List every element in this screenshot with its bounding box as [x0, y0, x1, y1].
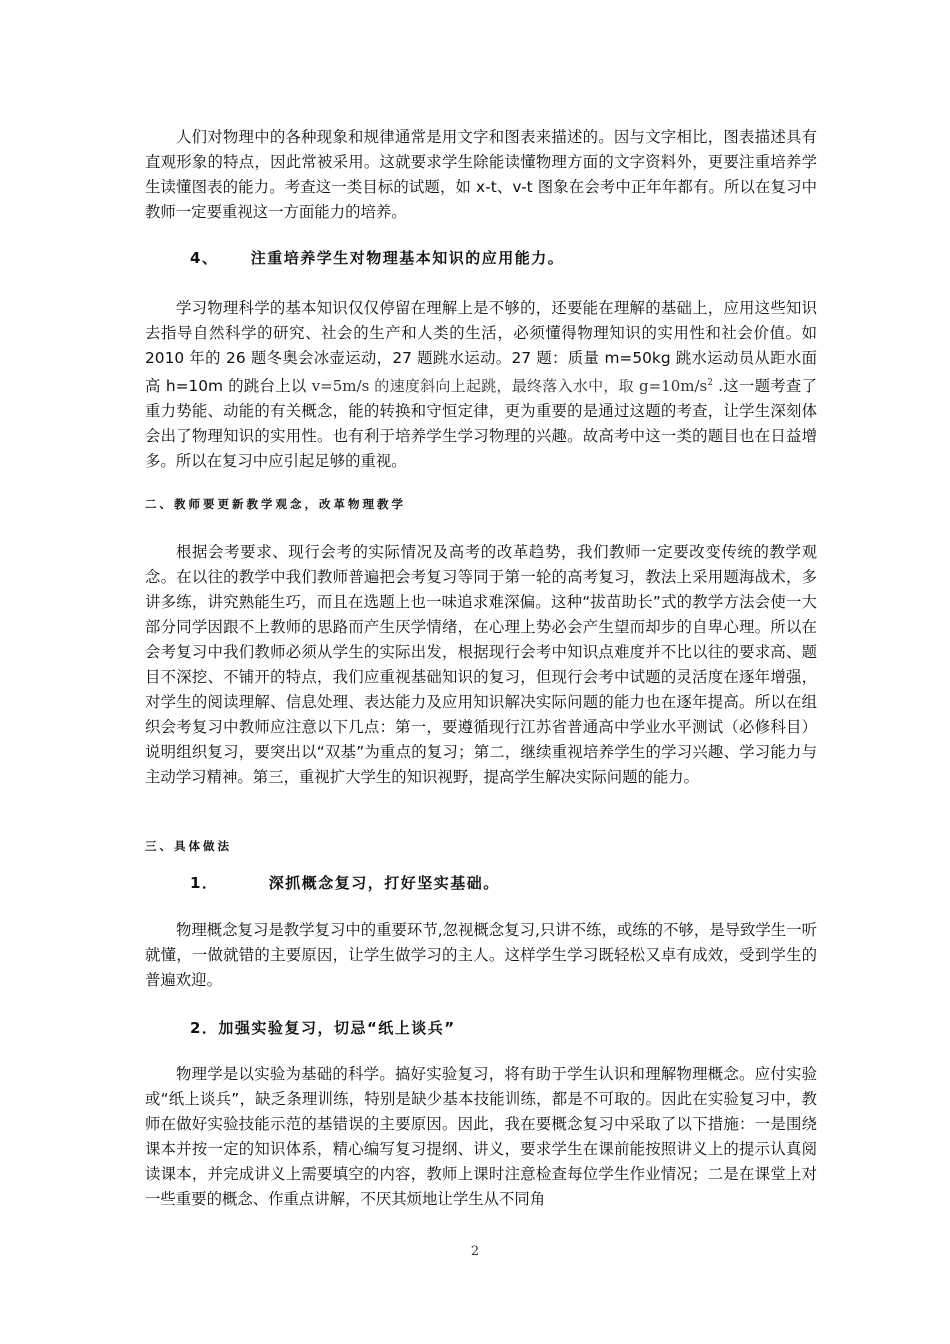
paragraph-text: .这一题考查了重力势能、动能的有关概念，能的转换和守恒定律，更为重要的是通过这题的考查，让学生深刻体会出了物理知识的实用性。也有利于培养学生学习物理的兴趣。故高考中这一类的题目也在日益增多。所以在复习中应引起足够的重视。 [145, 377, 817, 471]
paragraph-concept-review: 物理概念复习是教学复习中的重要环节,忽视概念复习,只讲不练，或练的不够，是导致学生一听就懂，一做就错的主要原因，让学生做学习的主人。这样学生学习既轻松又卓有成效，受到学生的普遍欢迎。 [145, 921, 817, 989]
subheading-item-1 [190, 872, 500, 893]
paragraph-teaching-concept: 根据会考要求、现行会考的实际情况及高考的改革趋势，我们教师一定要改变传统的教学观念。在以往的教学中我们教师普遍把会考复习等同于第一轮的高考复习，教法上采用题海战术，多讲多练，讲究熟能生巧，而且在选题上也一味追求难深偏。这种“拔苗助长”式的教学方法会使一大部分同学因跟不上教师的思路而产生厌学情绪，在心理上势必会产生望而却步的自卑心理。所以在会考复习中我们教师必须从学生的实际出发，根据现行会考中知识点难度并不比以往的要求高、题目不深挖、不铺开的特点，我们应重视基础知识的复习，但现行会考中试题的灵活度在逐年增强，对学生的阅读理解、信息处理、表达能力及应用知识解决实际问题的能力也在逐年提高。所以在组织会考复习中教师应注意以下几点：第一，要遵循现行江苏省普通高中学业水平测试（必修科目）说明组织复习，要突出以“双基”为重点的复习；第二，继续重视培养学生的学习兴趣、学习能力与主动学习精神。第三，重视扩大学生的知识视野，提高学生解决实际问题的能力。 [145, 543, 817, 786]
page-number: 2 [470, 1244, 480, 1259]
subheading-text: 注重培养学生对物理基本知识的应用能力。 [250, 249, 565, 267]
subheading-number: 4、 [190, 249, 219, 267]
subheading-number: 1． [190, 874, 219, 892]
paragraph-chart-reading: 人们对物理中的各种现象和规律通常是用文字和图表来描述的。因与文字相比，图表描述具有直观形象的特点，因此常被采用。这就要求学生除能读懂物理方面的文字资料外，更要注重培养学生读懂图表的能力。考查这一类目标的试题，如 x-t、v-t 图象在会考中正年年都有。所以在复习中教师一定要重视这一方面能力的培养。 [145, 128, 817, 221]
superscript: 2 [707, 378, 713, 388]
formula-text: v=5m/s 的速度斜向上起跳，最终落入水中，取 g=10m/s [311, 377, 708, 396]
paragraph-experiment-review: 物理学是以实验为基础的科学。搞好实验复习，将有助于学生认识和理解物理概念。应付实验或“纸上谈兵”，缺乏条理训练，特别是缺少基本技能训练，都是不可取的。因此在实验复习中，教师在做好实验技能示范的基错误的主要原因。因此，我在要概念复习中采取了以下措施：一是围绕课本并按一定的知识体系，精心编写复习提纲、讲义，要求学生在课前能按照讲义上的提示认真阅读课本，并完成讲义上需要填空的内容，教师上课时注意检查每位学生作业情况；二是在课堂上对一些重要的概念、作重点讲解，不厌其烦地让学生从不同角 [145, 1065, 817, 1208]
section-heading-2: 二、教师要更新教学观念，改革物理教学 [145, 497, 406, 511]
section-heading-3: 三、具体做法 [145, 839, 232, 853]
subheading-text: 深抓概念复习，打好坚实基础。 [268, 874, 500, 892]
subheading-item-4 [190, 247, 564, 268]
paragraph-text: 学习物理科学的基本知识仅仅停留在理解上是不够的，还要能在理解的基础上，应用这些知识去指导自然科学的研究、社会的生产和人类的生活，必须懂得物理知识的实用性和社会价值。如 2010 年的 26 题冬奥会冰壶运动，27 题跳水运动。27 题：质量 m=50kg 跳水运动员从距水面高 h=10m 的跳台上以 [145, 299, 817, 396]
paragraph-applying-knowledge [145, 296, 817, 474]
subheading-item-2: 2．加强实验复习，切忌“纸上谈兵” [190, 1019, 456, 1037]
